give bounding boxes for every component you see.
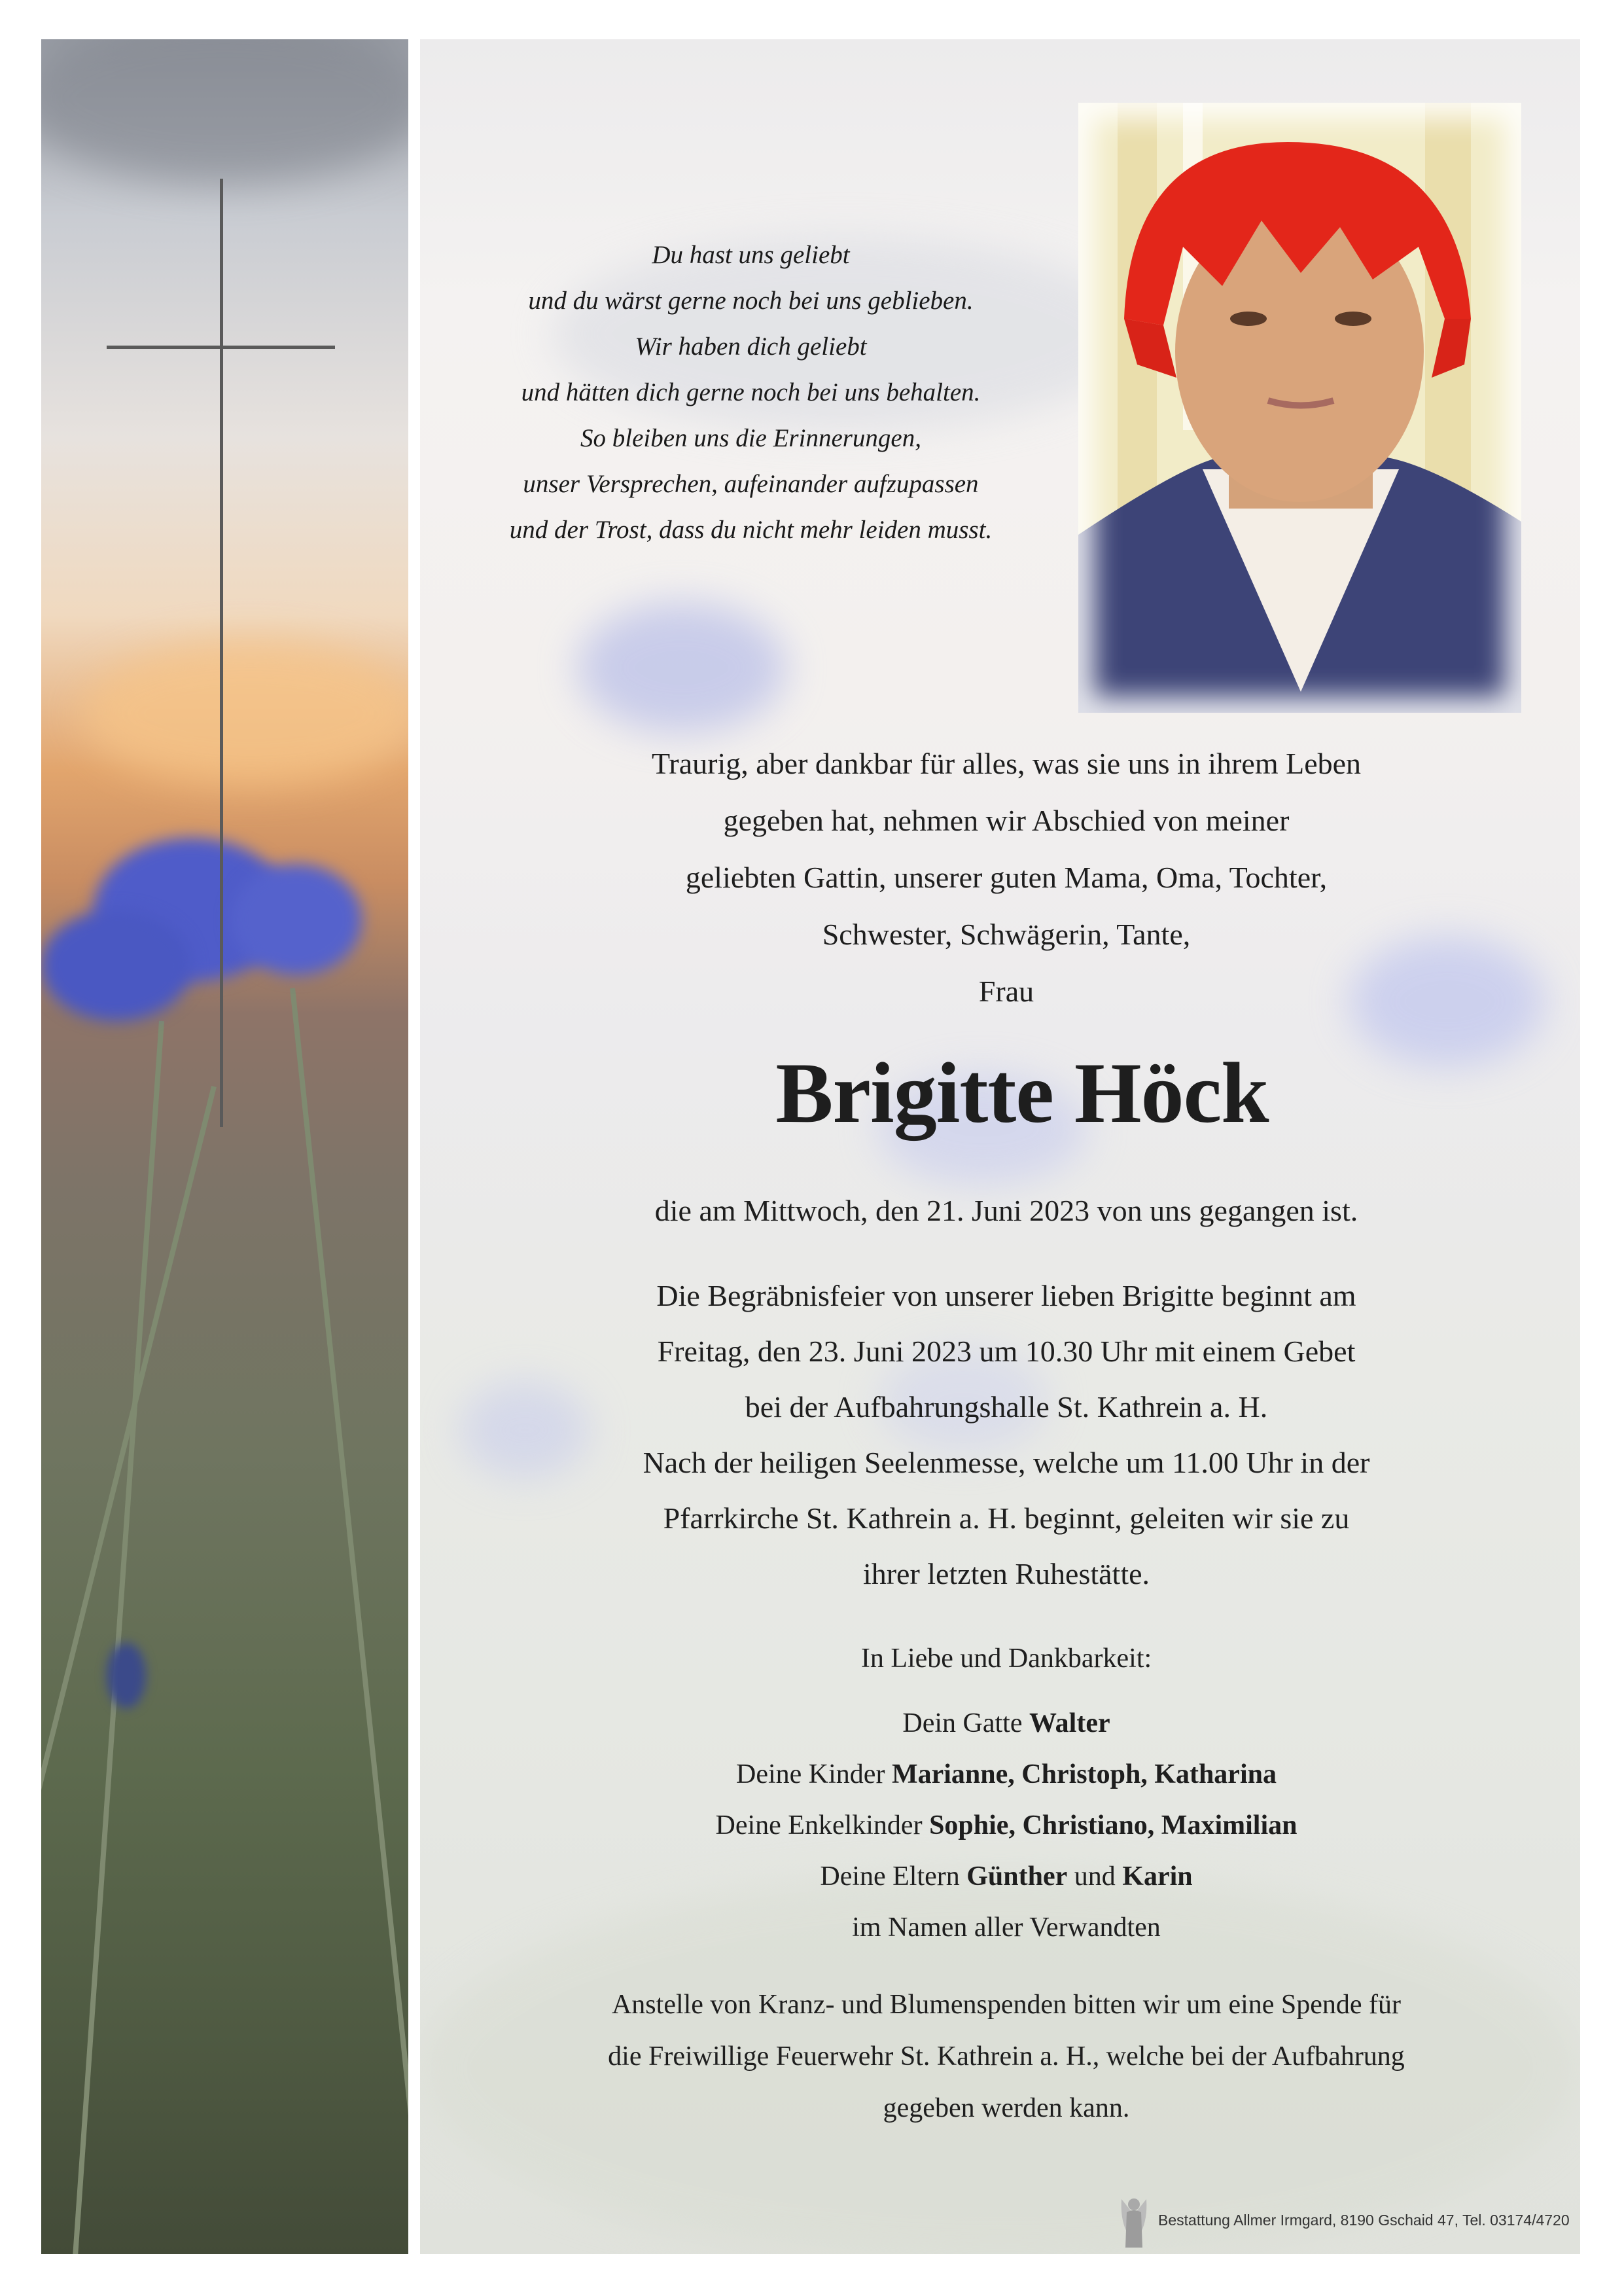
- poem-line: Wir haben dich geliebt: [635, 332, 867, 361]
- donation-line: die Freiwillige Feuerwehr St. Kathrein a. H., welche bei der Aufbahrung: [608, 2041, 1405, 2072]
- deceased-name: Brigitte Höck: [775, 1045, 1269, 1141]
- intro-line: Frau: [978, 975, 1034, 1008]
- family-line: Dein Gatte Walter: [902, 1708, 1110, 1738]
- cross-icon: [220, 179, 223, 1127]
- poem-line: und der Trost, dass du nicht mehr leiden musst.: [509, 516, 993, 544]
- funeral-line: Pfarrkirche St. Kathrein a. H. beginnt, geleiten wir sie zu: [663, 1501, 1350, 1535]
- family-line: im Namen aller Verwandten: [852, 1912, 1161, 1943]
- funeral-line: Die Begräbnisfeier von unserer lieben Brigitte beginnt am: [656, 1279, 1356, 1312]
- intro-line: gegeben hat, nehmen wir Abschied von meiner: [723, 804, 1290, 837]
- poem-line: Du hast uns geliebt: [652, 241, 850, 269]
- footer-text: Bestattung Allmer Irmgard, 8190 Gschaid 47, Tel. 03174/4720: [1158, 2211, 1570, 2229]
- death-date-line: die am Mittwoch, den 21. Juni 2023 von uns gegangen ist.: [654, 1194, 1358, 1227]
- cross-icon-bar: [107, 346, 335, 349]
- angel-icon: [1119, 2193, 1149, 2248]
- funeral-info: [551, 1268, 1462, 1602]
- side-photo-cornflowers: [41, 39, 408, 2254]
- funeral-line: ihrer letzten Ruhestätte.: [862, 1557, 1150, 1590]
- intro-line: Schwester, Schwägerin, Tante,: [822, 918, 1191, 951]
- portrait-photo: [1078, 103, 1521, 713]
- funeral-line: Nach der heiligen Seelenmesse, welche um 11.00 Uhr in der: [643, 1446, 1370, 1479]
- donation-line: gegeben werden kann.: [883, 2093, 1130, 2123]
- family-line: Deine Eltern Günther und Karin: [820, 1861, 1193, 1892]
- poem-line: unser Versprechen, aufeinander aufzupassen: [523, 470, 979, 498]
- family-line: Deine Kinder Marianne, Christoph, Katharina: [736, 1759, 1277, 1789]
- poem-line: und hätten dich gerne noch bei uns behalten.: [521, 378, 981, 406]
- thanks-heading: In Liebe und Dankbarkeit:: [860, 1643, 1152, 1674]
- funeral-line: Freitag, den 23. Juni 2023 um 10.30 Uhr mit einem Gebet: [657, 1335, 1356, 1368]
- intro-text: [551, 735, 1462, 1020]
- poem: [419, 232, 1083, 553]
- intro-line: Traurig, aber dankbar für alles, was sie uns in ihrem Leben: [651, 747, 1362, 780]
- family-line: Deine Enkelkinder Sophie, Christiano, Maximilian: [715, 1810, 1297, 1840]
- poem-line: So bleiben uns die Erinnerungen,: [580, 424, 921, 452]
- family-list: [551, 1698, 1462, 1953]
- donation-line: Anstelle von Kranz- und Blumenspenden bitten wir um eine Spende für: [611, 1990, 1402, 2020]
- donation-note: [551, 1979, 1462, 2134]
- funeral-line: bei der Aufbahrungshalle St. Kathrein a. H.: [745, 1390, 1268, 1424]
- funeral-home-footer: [1119, 2193, 1570, 2248]
- poem-line: und du wärst gerne noch bei uns geblieben.: [528, 287, 974, 315]
- intro-line: geliebten Gattin, unserer guten Mama, Oma, Tochter,: [685, 861, 1328, 894]
